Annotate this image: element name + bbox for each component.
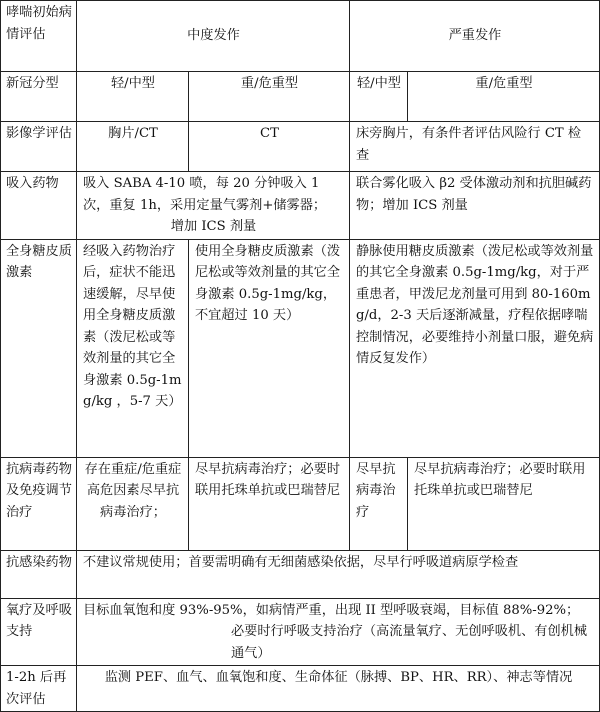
header-severe: 严重发作 (350, 1, 600, 72)
reassess-text: 监测 PEF、血气、血氧饱和度、生命体征（脉搏、BP、HR、RR）、神志等情况 (77, 666, 600, 712)
row-reassess (1, 666, 600, 712)
label-antibiotic: 抗感染药物 (1, 550, 77, 598)
covid-type-mod-severe: 重/危重型 (189, 72, 350, 122)
row-imaging (1, 122, 600, 172)
row-oxygen (1, 598, 600, 666)
steroids-mod-mild: 经吸入药物治疗后，症状不能迅速缓解，尽早使用全身糖皮质激素（泼尼松或等效剂量的其它全身激素 0.5g-1mg/kg ，5-7 天） (77, 239, 189, 457)
label-imaging: 影像学评估 (1, 122, 77, 172)
steroids-severe: 静脉使用糖皮质激素（泼尼松或等效剂量的其它全身激素 0.5g-1mg/kg，对于严重患者，甲泼尼龙剂量可用到 80-160mg/d，2-3 天后逐渐减量，疗程依据哮喘控制情况，必要维持小剂量口服，避免病情反复发作） (350, 239, 600, 457)
header-moderate: 中度发作 (77, 1, 350, 72)
antiviral-sev-mild: 尽早抗病毒治疗 (350, 457, 408, 550)
antiviral-mod-severe: 尽早抗病毒治疗；必要时联用托珠单抗或巴瑞替尼 (189, 457, 350, 550)
covid-type-sev-mild: 轻/中型 (350, 72, 408, 122)
label-antiviral: 抗病毒药物及免疫调节治疗 (1, 457, 77, 550)
antiviral-sev-severe: 尽早抗病毒治疗；必要时联用托珠单抗或巴瑞替尼 (408, 457, 600, 550)
oxygen-text (77, 598, 600, 666)
covid-type-mod-mild: 轻/中型 (77, 72, 189, 122)
row-inhaled (1, 172, 600, 240)
label-steroids: 全身糖皮质激素 (1, 239, 77, 457)
row-antibiotic (1, 550, 600, 598)
imaging-severe: 床旁胸片，有条件者评估风险行 CT 检查 (350, 122, 600, 172)
steroids-mod-severe: 使用全身糖皮质激素（泼尼松或等效剂量的其它全身激素 0.5g-1mg/kg，不宜超过 10 天） (189, 239, 350, 457)
oxygen-line1: 目标血氧饱和度 93%-95%，如病情严重，出现 II 型呼吸衰竭，目标值 88%-92%； (83, 602, 580, 618)
inhaled-severe: 联合雾化吸入 β2 受体激动剂和抗胆碱药物；增加 ICS 剂量 (350, 172, 600, 240)
label-inhaled: 吸入药物 (1, 172, 77, 240)
inhaled-moderate-line1: 吸入 SABA 4-10 喷，每 20 分钟吸入 1 次，重复 1h，采用定量气雾剂+储雾器； (83, 176, 327, 213)
label-oxygen: 氧疗及呼吸支持 (1, 598, 77, 666)
imaging-mod-severe: CT (189, 122, 350, 172)
header-rowhead: 哮喘初始病情评估 (1, 1, 77, 72)
imaging-mod-mild: 胸片/CT (77, 122, 189, 172)
label-reassess: 1-2h 后再次评估 (1, 666, 77, 712)
header-row (1, 1, 600, 72)
row-steroids (1, 239, 600, 457)
row-antiviral (1, 457, 600, 550)
inhaled-moderate (77, 172, 350, 240)
antibiotic-text: 不建议常规使用；首要需明确有无细菌感染依据，尽早行呼吸道病原学检查 (77, 550, 600, 598)
oxygen-line2: 必要时行呼吸支持治疗（高流量氧疗、无创呼吸机、有创机械通气） (231, 624, 588, 661)
inhaled-moderate-line2: 增加 ICS 剂量 (170, 219, 257, 234)
antiviral-mod-mild: 存在重症/危重症高危因素尽早抗病毒治疗； (77, 457, 189, 550)
label-covid-type: 新冠分型 (1, 72, 77, 122)
covid-type-sev-severe: 重/危重型 (408, 72, 600, 122)
row-covid-type (1, 72, 600, 122)
